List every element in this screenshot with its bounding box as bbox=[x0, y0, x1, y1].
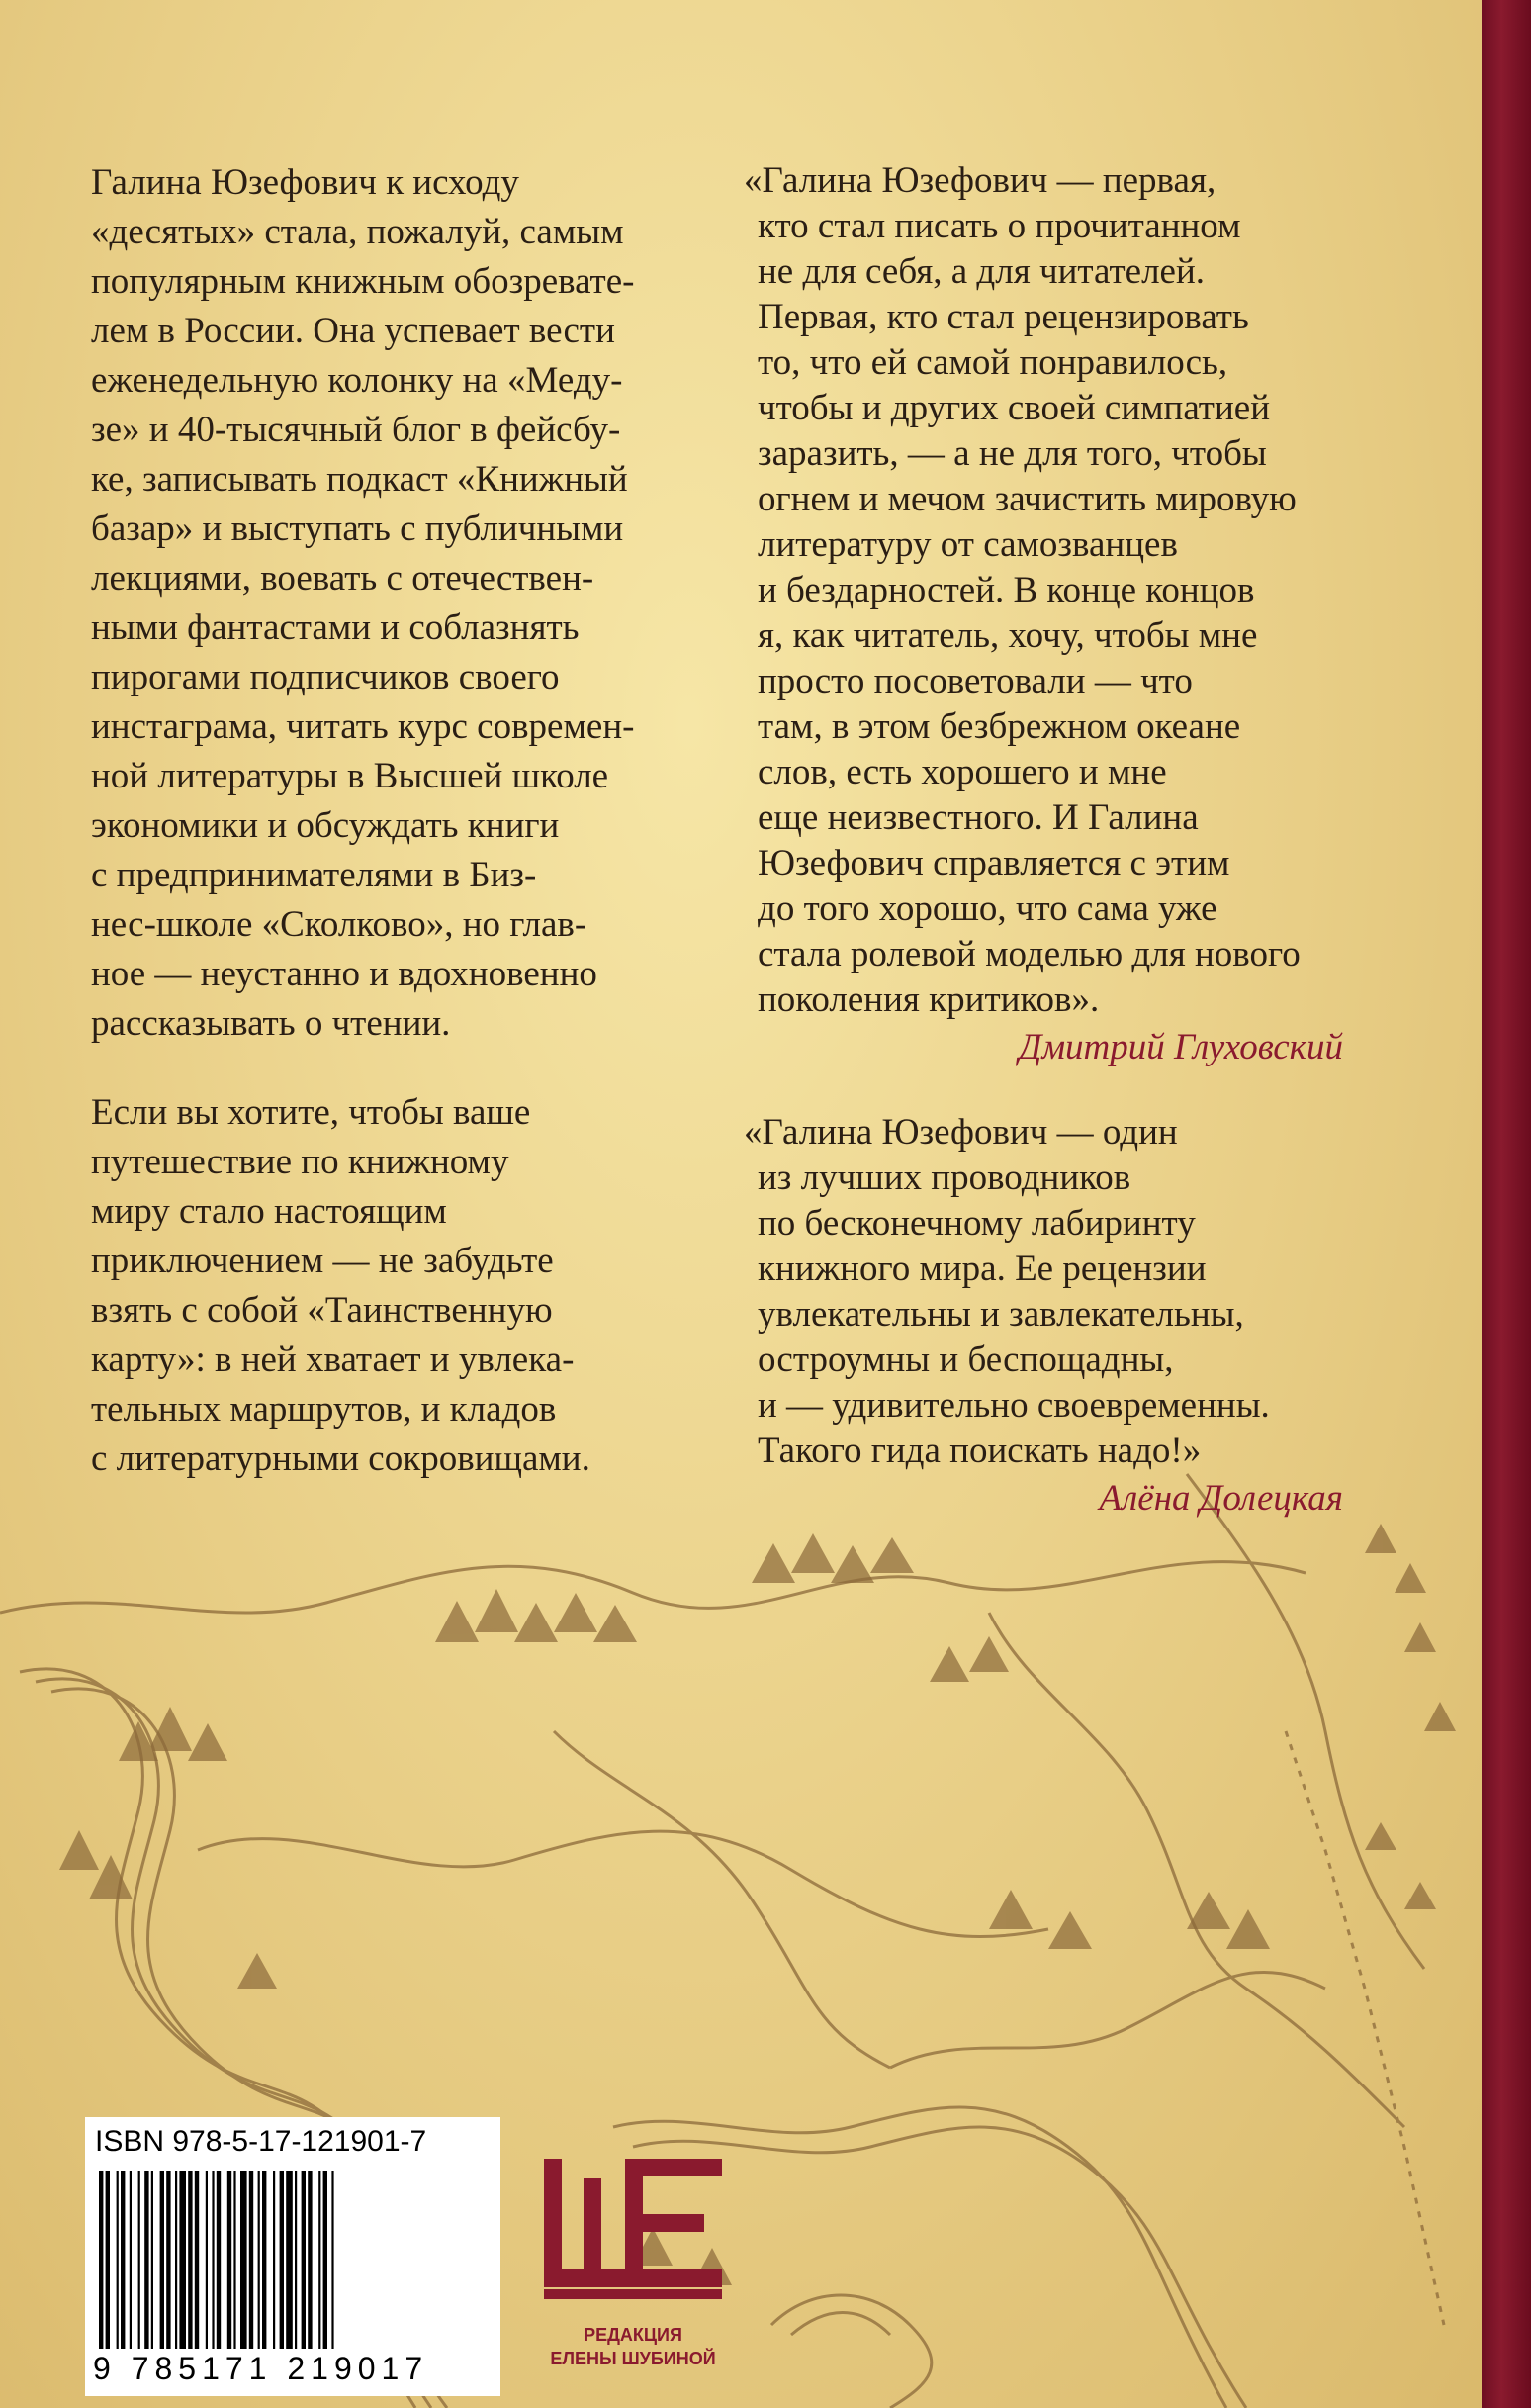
description-column bbox=[91, 158, 704, 1524]
reviews-column bbox=[744, 158, 1357, 1561]
isbn-barcode-block bbox=[85, 2117, 500, 2396]
book-spine-edge bbox=[1482, 0, 1531, 2408]
publisher-block bbox=[534, 2159, 732, 2396]
publisher-name: РЕДАКЦИЯ ЕЛЕНЫ ШУБИНОЙ bbox=[550, 2325, 716, 2368]
barcode-digits: 9 785171 219017 bbox=[93, 2351, 429, 2386]
publisher-logo-icon bbox=[544, 2159, 722, 2307]
barcode-image bbox=[95, 2171, 491, 2349]
review-quote-2: «Галина Юзефович — один из лучших проводников по бесконечному лабиринту книжного мира. Ее рецензии увлекательны и завлекательны, остроумны и беспощадны, и — удивительно своевременны. Такого гида поискать надо!» bbox=[744, 1112, 1270, 1471]
description-paragraph-2: Если вы хотите, чтобы ваше путешествие по книжному миру стало настоящим приключением — не забудьте взять с собой «Таинственную карту»: в ней хватает и увлека- тельных маршрутов, и кладов с литературными сокровищами. bbox=[91, 1092, 590, 1479]
description-paragraph-1: Галина Юзефович к исходу «десятых» стала, пожалуй, самым популярным книжным обозревате- лем в России. Она успевает вести еженедельную колонку на «Меду- зе» и 40-тысячный блог в фейсбу- ке, записывать подкаст «Книжный базар» и выступать с публичными лекциями, воевать с отечествен- ными фантастами и соблазнять пирогами подписчиков своего инстаграма, читать курс современ- ной литературы в Высшей школе экономики и обсуждать книги с предпринимателями в Биз- нес-школе «Сколково», но глав- ное — неустанно и вдохновенно рассказывать о чтении. bbox=[91, 162, 635, 1044]
review-author-2: Алёна Долецкая bbox=[1099, 1478, 1343, 1519]
isbn-label: ISBN 978-5-17-121901-7 bbox=[95, 2125, 427, 2158]
review-author-1: Дмитрий Глуховский bbox=[1018, 1027, 1343, 1067]
review-quote-1: «Галина Юзефович — первая, кто стал писать о прочитанном не для себя, а для читателей. Первая, кто стал рецензировать то, что ей самой понравилось, чтобы и других своей симпатией заразить, — а не для того, чтобы огнем и мечом зачистить мировую литературу от самозванцев и бездарностей. В конце концов я, как читатель, хочу, чтобы мне просто посоветовали — что там, в этом безбрежном океане слов, есть хорошего и мне еще неизвестного. И Галина Юзефович справляется с этим до того хорошо, что сама уже стала ролевой моделью для нового поколения критиков». bbox=[744, 160, 1301, 1020]
